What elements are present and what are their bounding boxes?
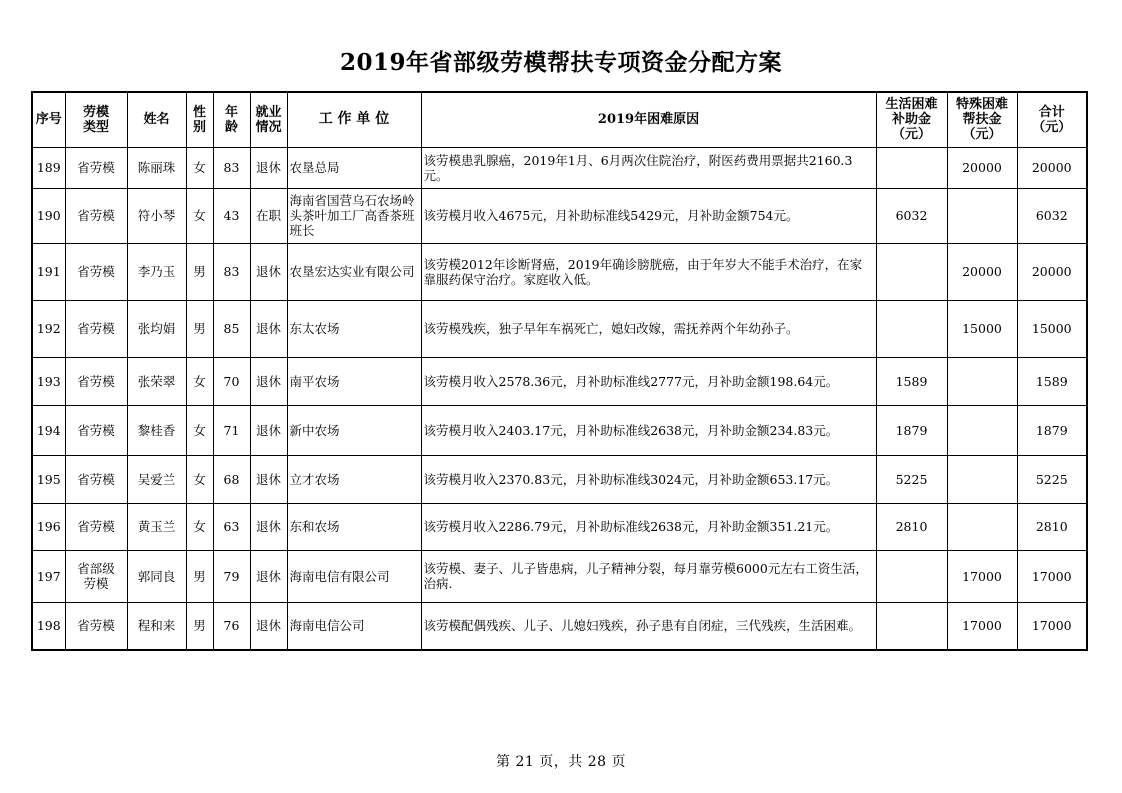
cell-name: 程和来 bbox=[127, 602, 186, 650]
cell-reason: 该劳模月收入2370.83元，月补助标准线3024元，月补助金额653.17元。 bbox=[421, 455, 876, 503]
cell-special-aid: 20000 bbox=[947, 243, 1017, 300]
cell-living-subsidy: 2810 bbox=[876, 503, 947, 550]
table-row bbox=[32, 602, 1087, 650]
cell-total: 17000 bbox=[1017, 550, 1087, 602]
cell-workplace: 南平农场 bbox=[287, 357, 421, 405]
cell-reason: 该劳模、妻子、儿子皆患病，儿子精神分裂，每月靠劳模6000元左右工资生活，治病. bbox=[421, 550, 876, 602]
cell-special-aid bbox=[947, 455, 1017, 503]
cell-name: 吴爱兰 bbox=[127, 455, 186, 503]
page-title: 2019年省部级劳模帮扶专项资金分配方案 bbox=[339, 49, 782, 76]
cell-sex: 男 bbox=[186, 243, 213, 300]
cell-sex: 女 bbox=[186, 455, 213, 503]
cell-reason: 该劳模月收入2578.36元，月补助标准线2777元，月补助金额198.64元。 bbox=[421, 357, 876, 405]
cell-name: 符小琴 bbox=[127, 188, 186, 243]
cell-workplace: 东太农场 bbox=[287, 300, 421, 357]
header-total: 合计（元） bbox=[1017, 92, 1087, 147]
cell-sex: 女 bbox=[186, 188, 213, 243]
table-row bbox=[32, 405, 1087, 455]
cell-name: 黎桂香 bbox=[127, 405, 186, 455]
cell-reason: 该劳模月收入4675元，月补助标准线5429元，月补助金额754元。 bbox=[421, 188, 876, 243]
cell-age: 71 bbox=[213, 405, 250, 455]
cell-age: 43 bbox=[213, 188, 250, 243]
cell-total: 2810 bbox=[1017, 503, 1087, 550]
cell-sex: 女 bbox=[186, 147, 213, 188]
cell-name: 黄玉兰 bbox=[127, 503, 186, 550]
cell-living-subsidy bbox=[876, 550, 947, 602]
cell-living-subsidy bbox=[876, 243, 947, 300]
cell-age: 85 bbox=[213, 300, 250, 357]
cell-sex: 女 bbox=[186, 405, 213, 455]
cell-workplace: 新中农场 bbox=[287, 405, 421, 455]
cell-type: 省劳模 bbox=[65, 455, 127, 503]
cell-type: 省劳模 bbox=[65, 503, 127, 550]
header-workplace: 工 作 单 位 bbox=[287, 92, 421, 147]
header-row bbox=[32, 92, 1087, 147]
cell-workplace: 海南省国营乌石农场岭头茶叶加工厂高香茶班班长 bbox=[287, 188, 421, 243]
cell-total: 20000 bbox=[1017, 243, 1087, 300]
cell-total: 15000 bbox=[1017, 300, 1087, 357]
cell-seq: 191 bbox=[32, 243, 65, 300]
cell-reason: 该劳模2012年诊断肾癌，2019年确诊膀胱癌，由于年岁大不能手术治疗，在家靠服药保守治疗。家庭收入低。 bbox=[421, 243, 876, 300]
cell-reason: 该劳模月收入2286.79元，月补助标准线2638元，月补助金额351.21元。 bbox=[421, 503, 876, 550]
cell-age: 68 bbox=[213, 455, 250, 503]
cell-age: 83 bbox=[213, 243, 250, 300]
cell-workplace: 农垦总局 bbox=[287, 147, 421, 188]
header-age: 年龄 bbox=[213, 92, 250, 147]
cell-type: 省劳模 bbox=[65, 405, 127, 455]
cell-age: 70 bbox=[213, 357, 250, 405]
cell-sex: 男 bbox=[186, 550, 213, 602]
cell-name: 张荣翠 bbox=[127, 357, 186, 405]
cell-employment: 在职 bbox=[250, 188, 287, 243]
cell-seq: 193 bbox=[32, 357, 65, 405]
current-page: 21 bbox=[515, 754, 535, 770]
cell-employment: 退休 bbox=[250, 357, 287, 405]
cell-living-subsidy: 5225 bbox=[876, 455, 947, 503]
cell-employment: 退休 bbox=[250, 243, 287, 300]
table-row bbox=[32, 503, 1087, 550]
cell-type: 省部级劳模 bbox=[65, 550, 127, 602]
cell-name: 郭同良 bbox=[127, 550, 186, 602]
cell-reason: 该劳模患乳腺癌，2019年1月、6月两次住院治疗，附医药费用票据共2160.3元。 bbox=[421, 147, 876, 188]
cell-employment: 退休 bbox=[250, 550, 287, 602]
cell-workplace: 海南电信公司 bbox=[287, 602, 421, 650]
cell-living-subsidy: 1589 bbox=[876, 357, 947, 405]
cell-type: 省劳模 bbox=[65, 602, 127, 650]
cell-sex: 男 bbox=[186, 300, 213, 357]
table-row bbox=[32, 243, 1087, 300]
cell-reason: 该劳模残疾，独子早年车祸死亡，媳妇改嫁，需抚养两个年幼孙子。 bbox=[421, 300, 876, 357]
allocation-table bbox=[31, 91, 1088, 651]
cell-type: 省劳模 bbox=[65, 357, 127, 405]
cell-employment: 退休 bbox=[250, 405, 287, 455]
header-employment: 就业情况 bbox=[250, 92, 287, 147]
cell-workplace: 海南电信有限公司 bbox=[287, 550, 421, 602]
cell-employment: 退休 bbox=[250, 602, 287, 650]
cell-employment: 退休 bbox=[250, 503, 287, 550]
cell-employment: 退休 bbox=[250, 455, 287, 503]
cell-total: 17000 bbox=[1017, 602, 1087, 650]
cell-living-subsidy bbox=[876, 300, 947, 357]
cell-special-aid bbox=[947, 188, 1017, 243]
cell-seq: 196 bbox=[32, 503, 65, 550]
cell-employment: 退休 bbox=[250, 147, 287, 188]
cell-reason: 该劳模月收入2403.17元，月补助标准线2638元，月补助金额234.83元。 bbox=[421, 405, 876, 455]
cell-seq: 189 bbox=[32, 147, 65, 188]
cell-sex: 男 bbox=[186, 602, 213, 650]
total-pages: 28 bbox=[587, 754, 607, 770]
header-special-aid: 特殊困难帮扶金（元） bbox=[947, 92, 1017, 147]
cell-seq: 190 bbox=[32, 188, 65, 243]
cell-total: 5225 bbox=[1017, 455, 1087, 503]
cell-age: 79 bbox=[213, 550, 250, 602]
cell-reason: 该劳模配偶残疾、儿子、儿媳妇残疾，孙子患有自闭症，三代残疾，生活困难。 bbox=[421, 602, 876, 650]
cell-age: 76 bbox=[213, 602, 250, 650]
cell-type: 省劳模 bbox=[65, 147, 127, 188]
cell-seq: 192 bbox=[32, 300, 65, 357]
cell-seq: 197 bbox=[32, 550, 65, 602]
cell-sex: 女 bbox=[186, 357, 213, 405]
cell-special-aid: 17000 bbox=[947, 550, 1017, 602]
cell-special-aid bbox=[947, 405, 1017, 455]
cell-special-aid: 15000 bbox=[947, 300, 1017, 357]
header-name: 姓名 bbox=[127, 92, 186, 147]
cell-age: 63 bbox=[213, 503, 250, 550]
cell-type: 省劳模 bbox=[65, 300, 127, 357]
cell-special-aid: 20000 bbox=[947, 147, 1017, 188]
cell-name: 李乃玉 bbox=[127, 243, 186, 300]
cell-seq: 195 bbox=[32, 455, 65, 503]
table-row bbox=[32, 147, 1087, 188]
cell-living-subsidy: 1879 bbox=[876, 405, 947, 455]
cell-sex: 女 bbox=[186, 503, 213, 550]
cell-employment: 退休 bbox=[250, 300, 287, 357]
cell-living-subsidy: 6032 bbox=[876, 188, 947, 243]
cell-type: 省劳模 bbox=[65, 188, 127, 243]
cell-special-aid bbox=[947, 357, 1017, 405]
page-footer bbox=[0, 751, 1122, 771]
cell-workplace: 农垦宏达实业有限公司 bbox=[287, 243, 421, 300]
cell-living-subsidy bbox=[876, 147, 947, 188]
table-row bbox=[32, 188, 1087, 243]
header-sex: 性别 bbox=[186, 92, 213, 147]
page-suffix: 页 bbox=[611, 754, 626, 770]
cell-total: 1879 bbox=[1017, 405, 1087, 455]
cell-type: 省劳模 bbox=[65, 243, 127, 300]
table-row bbox=[32, 300, 1087, 357]
table-row bbox=[32, 455, 1087, 503]
table-row bbox=[32, 357, 1087, 405]
cell-age: 83 bbox=[213, 147, 250, 188]
cell-total: 6032 bbox=[1017, 188, 1087, 243]
header-reason: 2019年困难原因 bbox=[421, 92, 876, 147]
cell-name: 张均娟 bbox=[127, 300, 186, 357]
cell-living-subsidy bbox=[876, 602, 947, 650]
cell-total: 1589 bbox=[1017, 357, 1087, 405]
cell-seq: 194 bbox=[32, 405, 65, 455]
cell-workplace: 立才农场 bbox=[287, 455, 421, 503]
cell-special-aid bbox=[947, 503, 1017, 550]
cell-seq: 198 bbox=[32, 602, 65, 650]
cell-special-aid: 17000 bbox=[947, 602, 1017, 650]
header-seq: 序号 bbox=[32, 92, 65, 147]
header-type: 劳模类型 bbox=[65, 92, 127, 147]
table-row bbox=[32, 550, 1087, 602]
cell-workplace: 东和农场 bbox=[287, 503, 421, 550]
cell-total: 20000 bbox=[1017, 147, 1087, 188]
page-prefix: 第 bbox=[496, 754, 511, 770]
cell-name: 陈丽珠 bbox=[127, 147, 186, 188]
page-mid: 页，共 bbox=[539, 754, 583, 770]
header-living-subsidy: 生活困难补助金（元） bbox=[876, 92, 947, 147]
